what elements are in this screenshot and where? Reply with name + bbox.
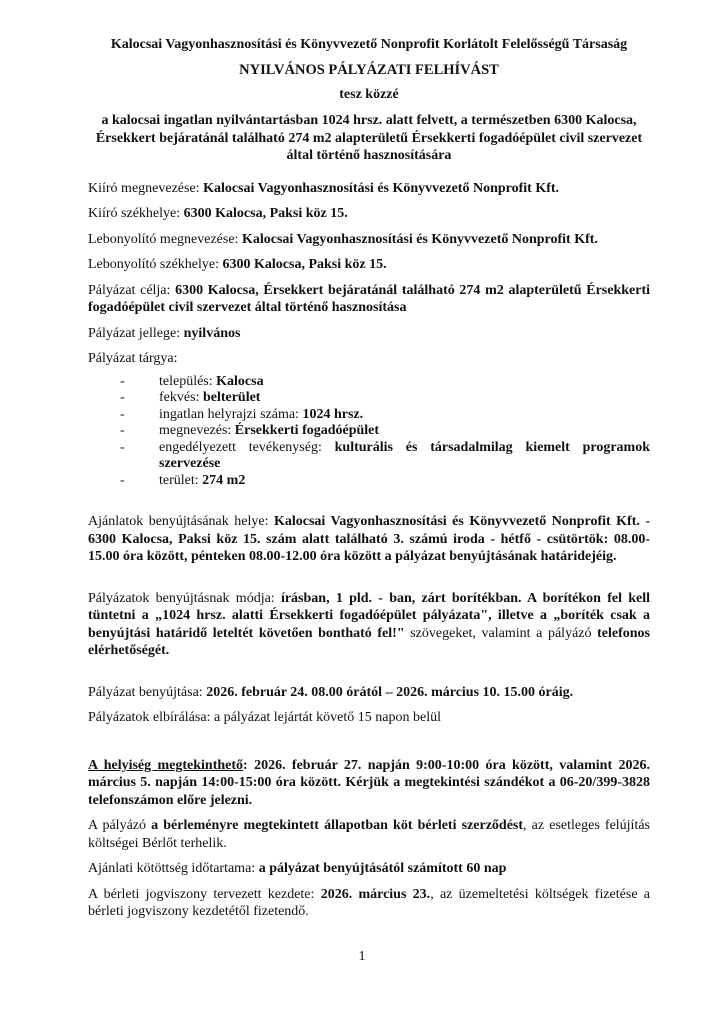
field-text: szövegeket, valamint a pályázó [404, 625, 598, 641]
company-name: Kalocsai Vagyonhasznosítási és Könyvvezető Nonprofit Korlátolt Felelősségű Társaság [110, 37, 628, 52]
field-value: telefonos elérhetőségét. [88, 625, 650, 658]
item-value: 1024 hrsz. [302, 406, 364, 422]
item-value: belterület [202, 390, 261, 405]
field-lebonyolito-szekhely [88, 256, 650, 274]
field-text: , az üzemeltetési költségek fizetése a bérleti jogviszony kezdetétől fizetendő. [88, 886, 651, 919]
field-label: Pályázatok elbírálása: a pályázat lejártát követő 15 napon belül [88, 710, 441, 725]
field-label: Pályázatok benyújtásnak módja: [88, 590, 281, 606]
dash-bullet: - [120, 423, 125, 438]
field-kiiro-nev [88, 180, 650, 198]
field-value: 6300 Kalocsa, Paksi köz 15. [222, 257, 387, 272]
dash-bullet: - [120, 472, 125, 488]
field-label: Ajánlati kötöttség időtartama: [88, 861, 259, 876]
item-label: terület: [159, 472, 203, 488]
field-label: Pályázat célja: [88, 282, 176, 298]
field-value: Kalocsai Vagyonhasznosítási és Könyvvezető Nonprofit Kft. - 6300 Kalocsa, Paksi köz 15. szám alatt található 3. számú iroda - hétfő - csütörtök: 08.00-15.00 óra között, pénteken 08.00-12.00 óra között a pályázat benyújtásának határidejéig. [88, 514, 650, 564]
item-label: ingatlan helyrajzi száma: [159, 406, 303, 422]
benyujtas-modja [88, 590, 650, 660]
field-label: A bérleti jogviszony tervezett kezdete: [88, 886, 321, 902]
field-value: nyilvános [183, 325, 241, 341]
field-value: 2026. február 24. 08.00 órától – 2026. március 10. 15.00 óráig. [206, 684, 574, 700]
field-targy [88, 350, 650, 368]
megtekintes [88, 757, 650, 810]
list-item [120, 390, 650, 407]
item-value: Érsekkerti fogadóépület [234, 423, 380, 438]
dash-bullet: - [120, 373, 125, 389]
field-value: 6300 Kalocsa, Érsekkert bejáratánál található 274 m2 alapterületű Érsekkerti fogadóépület civil szervezet által történő hasznosítása [88, 282, 651, 315]
targy-list [88, 374, 650, 490]
field-label: A helyiség megtekinthető [88, 757, 244, 773]
field-text: , az esetleges felújítás költségei Bérlőt terhelik. [88, 818, 650, 851]
item-label: megnevezés: [159, 423, 235, 438]
dash-bullet: - [120, 390, 125, 405]
kezdete [88, 886, 650, 921]
document-subtitle: tesz közzé [339, 87, 399, 102]
field-value: Kalocsai Vagyonhasznosítási és Könyvvezető Nonprofit Kft. [203, 180, 560, 196]
szerzodes [88, 817, 650, 852]
field-value: : 2026. február 27. napján 9:00-10:00 óra között, valamint 2026. március 5. napján 14:00-15:00 óra között. Kérjük a megtekintési szándékot a 06-20/399-3828 telefonszámon előre jelezni. [88, 757, 650, 808]
item-label: engedélyezett tevékenység: [159, 439, 335, 455]
field-label: Kiíró megnevezése: [88, 180, 204, 196]
field-label: Lebonyolító székhelye: [88, 257, 223, 272]
list-item [120, 374, 650, 391]
item-value: Kalocsa [216, 373, 264, 389]
benyujtas [88, 684, 650, 702]
field-value: 2026. március 23. [320, 886, 431, 902]
field-value: Kalocsai Vagyonhasznosítási és Könyvvezető Nonprofit Kft. [241, 231, 598, 247]
field-jelleg [88, 325, 650, 343]
item-label: fekvés: [159, 390, 203, 405]
ajanlatok-helye [88, 513, 650, 566]
document-subject: a kalocsai ingatlan nyilvántartásban 1024 hrsz. alatt felvett, a természetben 6300 Kalocsa, Érsekkert bejáratánál található 274 m2 alapterületű Érsekkerti fogadóépület civil szervezet által történő hasznosítására [95, 113, 643, 163]
page-number: 1 [358, 949, 366, 964]
item-value: 274 m2 [202, 472, 246, 488]
field-label: Pályázat jellege: [88, 325, 184, 341]
item-label: település: [159, 373, 217, 389]
document-title: NYILVÁNOS PÁLYÁZATI FELHÍVÁST [239, 62, 499, 78]
field-label: Lebonyolító megnevezése: [88, 231, 242, 247]
list-item [120, 440, 650, 473]
field-value: a bérleményre megtekintett állapotban köt bérleti szerződést [151, 818, 524, 833]
field-value: a pályázat benyújtásától számított 60 nap [258, 861, 507, 876]
item-value: kulturális és társadalmilag kiemelt programok szervezése [159, 439, 650, 471]
dash-bullet: - [120, 439, 125, 455]
field-label: Ajánlatok benyújtásának helye: [88, 514, 274, 529]
field-value: írásban, 1 pld. - ban, zárt borítékban. A borítékon fel kell tüntetni a „1024 hrsz. alatti Érsekkerti fogadóépület pályázata", illetve a „boríték csak a benyújtási határidő leteltét követően bontható fel!" [88, 590, 650, 641]
field-text: A pályázó [88, 818, 152, 833]
field-label: Kiíró székhelye: [88, 206, 184, 221]
dash-bullet: - [120, 406, 125, 422]
elbiralas [88, 709, 650, 727]
list-item [120, 407, 650, 424]
kototseg [88, 860, 650, 878]
document-page [88, 36, 650, 921]
field-value: 6300 Kalocsa, Paksi köz 15. [183, 206, 348, 221]
field-label: Pályázat tárgya: [88, 351, 178, 366]
field-cel [88, 282, 650, 317]
field-kiiro-szekhely [88, 205, 650, 223]
field-label: Pályázat benyújtása: [88, 684, 207, 700]
list-item [120, 473, 650, 490]
list-item [120, 423, 650, 440]
field-lebonyolito-nev [88, 231, 650, 249]
